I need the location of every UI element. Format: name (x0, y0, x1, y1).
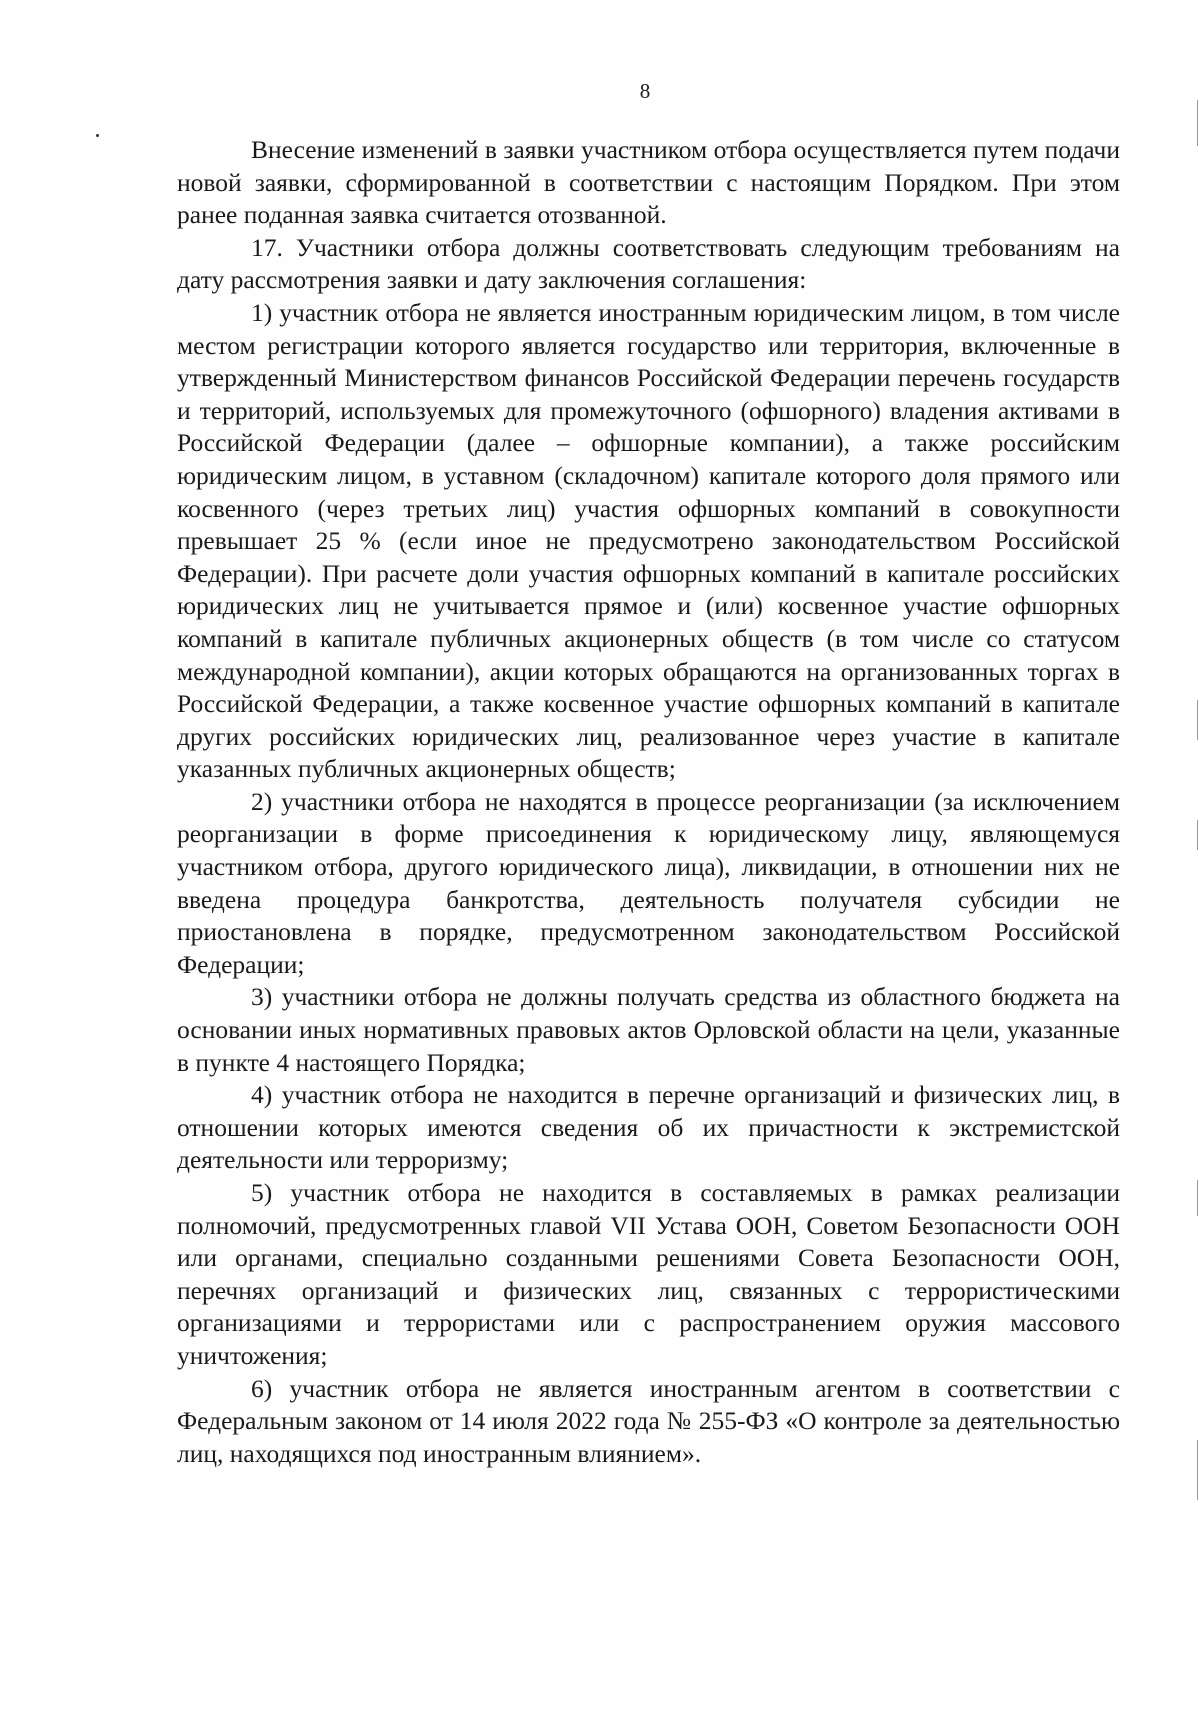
scan-edge-mark (1197, 820, 1198, 850)
scan-edge-mark (1197, 700, 1198, 740)
page-number: 8 (639, 79, 651, 103)
requirement-5: 5) участник отбора не находится в составляемых в рамках реализации полномочий, предусмотренных главой VII Устава ООН, Советом Безопасности ООН или органами, специально созданными решениями Совета Безопасности ООН, перечнях организаций и физических лиц, связанных с террористическими организациями и террористами или с распространением оружия массового уничтожения; (177, 1178, 1120, 1370)
requirement-2: 2) участники отбора не находятся в процессе реорганизации (за исключением реорганизации в форме присоединения к юридическому лицу, являющемуся участником отбора, другого юридического лица), ликвидации, в отношении них не введена процедура банкротства, деятельность получателя субсидии не приостановлена в порядке, предусмотренном законодательством Российской Федерации; (177, 786, 1120, 979)
scan-edge-mark (1197, 1440, 1198, 1500)
scan-edge-mark (1197, 1180, 1198, 1216)
paragraph-amendments: Внесение изменений в заявки участником отбора осуществляется путем подачи новой заявки, сформированной в соответствии с настоящим Порядком. При этом ранее поданная заявка считается отозванной. (177, 135, 1120, 230)
requirement-3: 3) участники отбора не должны получать средства из областного бюджета на основании иных нормативных правовых актов Орловской области на цели, указанные в пункте 4 настоящего Порядка; (177, 982, 1120, 1077)
requirement-4: 4) участник отбора не находится в перечне организаций и физических лиц, в отношении которых имеются сведения об их причастности к экстремистской деятельности или терроризму; (177, 1080, 1120, 1175)
requirement-6: 6) участник отбора не является иностранным агентом в соответствии с Федеральным законом от 14 июля 2022 года № 255-ФЗ «О контроле за деятельностью лиц, находящихся под иностранным влиянием». (177, 1373, 1120, 1468)
paragraph-17-requirements: 17. Участники отбора должны соответствовать следующим требованиям на дату рассмотрения заявки и дату заключения соглашения: (177, 232, 1120, 295)
requirement-1: 1) участник отбора не является иностранным юридическим лицом, в том числе местом регистрации которого является государство или территория, включенные в утвержденный Министерством финансов Российской Федерации перечень государств и территорий, используемых для промежуточного (офшорного) владения активами в Российской Федерации (далее – офшорные компании), а также российским юридическим лицом, в уставном (складочном) капитале которого доля прямого или косвенного (через третьих лиц) участия офшорных компаний в совокупности превышает 25 % (если иное не предусмотрено законодательством Российской Федерации). При расчете доли участия офшорных компаний в капитале российских юридических лиц не учитывается прямое и (или) косвенное участие офшорных компаний в капитале публичных акционерных обществ (в том числе со статусом международной компании), акции которых обращаются на организованных торгах в Российской Федерации, а также косвенное участие офшорных компаний в капитале других российских юридических лиц, реализованное через участие в капитале указанных публичных акционерных обществ; (177, 297, 1120, 784)
scan-speck (96, 134, 99, 137)
document-body (177, 134, 1120, 1470)
scan-edge-mark (1197, 100, 1198, 146)
